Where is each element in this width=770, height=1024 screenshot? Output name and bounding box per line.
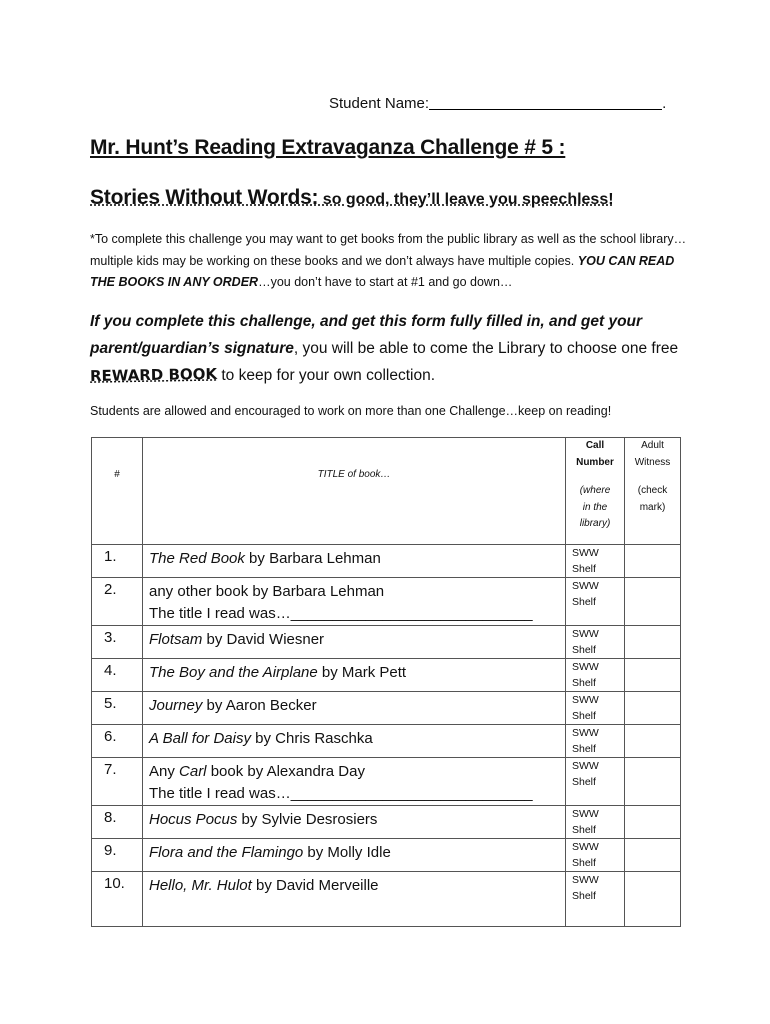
intro-paragraph (90, 229, 690, 294)
book-title: Hello, Mr. Hulot (149, 877, 252, 894)
intro-text: *To complete this challenge you may want to get books from the public library as well as the school library…multiple kids may be working on these books and we don’t always have multiple copies. (90, 232, 687, 268)
witness-check-cell[interactable] (625, 758, 681, 806)
challenge-subtitle (90, 186, 614, 210)
reward-paragraph (90, 308, 680, 389)
book-title: Journey (149, 697, 203, 714)
reward-book: REWARD BOOK (89, 364, 218, 386)
row-number: 8. (104, 809, 117, 826)
book-title: Hocus Pocus (149, 811, 238, 828)
student-name-label: Student Name: (329, 95, 430, 112)
call-number: SWW Shelf (572, 547, 599, 575)
book-author: by David Wiesner (202, 631, 325, 648)
challenge-title: Mr. Hunt’s Reading Extravaganza Challenge # 5 : (90, 136, 566, 159)
subtitle-tagline: so good, they’ll leave you speechless! (318, 191, 614, 208)
reward-bold: If you complete this challenge, and get this form fully filled in, and get your parent/guardian’s signature (90, 313, 643, 357)
table-header-row (92, 438, 681, 545)
row-number: 5. (104, 695, 117, 712)
reward-end: to keep for your own collection. (217, 367, 436, 384)
student-name-line (329, 95, 666, 112)
row-number: 4. (104, 662, 117, 679)
witness-check-cell[interactable] (625, 692, 681, 725)
witness-check-cell[interactable] (625, 872, 681, 927)
header-num: # (92, 438, 143, 545)
table-row (92, 692, 681, 725)
book-title: Flora and the Flamingo (149, 844, 304, 861)
book-author: by Aaron Becker (202, 697, 317, 714)
call-number: SWW Shelf (572, 841, 599, 869)
book-title: The Boy and the Airplane (149, 664, 318, 681)
row-number: 1. (104, 548, 117, 565)
call-number: SWW Shelf (572, 694, 599, 722)
call-number: SWW Shelf (572, 628, 599, 656)
witness-check-cell[interactable] (625, 626, 681, 659)
call-number: SWW Shelf (572, 760, 599, 788)
row-number: 6. (104, 728, 117, 745)
header-call-top: Call Number (576, 440, 614, 468)
table-row: 7. Any Carl book by Alexandra Day The title I read was…_____________________________ SWW Shelf (92, 758, 681, 806)
table-row (92, 725, 681, 758)
table-row (92, 872, 681, 927)
book-author: any other book by Barbara Lehman (149, 583, 385, 600)
book-title: The Red Book (149, 550, 245, 567)
table-row (92, 578, 681, 626)
row-number: 2. (104, 581, 117, 598)
table-row (92, 659, 681, 692)
header-witness-note: (check mark) (637, 485, 668, 513)
intro-tail: …you don’t have to start at #1 and go down… (258, 275, 513, 289)
title-read-line[interactable]: The title I read was…_____________________________ (149, 785, 533, 802)
book-author: by Molly Idle (303, 844, 391, 861)
book-table (91, 437, 681, 927)
witness-check-cell[interactable] (625, 725, 681, 758)
book-title: Flotsam (149, 631, 203, 648)
table-row (92, 806, 681, 839)
call-number: SWW Shelf (572, 661, 599, 689)
reward-mid: , you will be able to come the Library to choose one free (293, 340, 679, 357)
witness-check-cell[interactable] (625, 839, 681, 872)
book-author: by Barbara Lehman (244, 550, 381, 567)
row-number: 7. (104, 761, 117, 778)
encourage-note: Students are allowed and encouraged to work on more than one Challenge…keep on reading! (90, 404, 612, 418)
header-call-note: (where in the library) (579, 485, 611, 529)
book-author: by Sylvie Desrosiers (237, 811, 378, 828)
header-witness-top: Adult Witness (634, 440, 671, 468)
intro-caps: YOU CAN READ THE BOOKS IN ANY ORDER (90, 253, 675, 289)
call-number: SWW Shelf (572, 808, 599, 836)
header-title: TITLE of book… (143, 438, 566, 545)
call-number: SWW Shelf (572, 580, 599, 608)
row-number: 10. (104, 875, 125, 892)
call-number: SWW Shelf (572, 874, 599, 902)
book-author: by Mark Pett (317, 664, 407, 681)
student-name-end: . (662, 95, 667, 112)
title-read-line[interactable]: The title I read was…_____________________________ (149, 605, 533, 622)
row-number: 9. (104, 842, 117, 859)
book-title: A Ball for Daisy (149, 730, 251, 747)
student-name-blank[interactable] (429, 95, 662, 110)
witness-check-cell[interactable] (625, 578, 681, 626)
witness-check-cell[interactable] (625, 659, 681, 692)
table-row (92, 839, 681, 872)
table-row (92, 545, 681, 578)
call-number: SWW Shelf (572, 727, 599, 755)
witness-check-cell[interactable] (625, 545, 681, 578)
table-row (92, 626, 681, 659)
subtitle-main: Stories Without Words: (90, 186, 319, 209)
row-number: 3. (104, 629, 117, 646)
book-author: by David Merveille (251, 877, 379, 894)
header-adult-witness (625, 438, 681, 545)
header-call-number (566, 438, 625, 545)
witness-check-cell[interactable] (625, 806, 681, 839)
book-author: by Chris Raschka (250, 730, 373, 747)
